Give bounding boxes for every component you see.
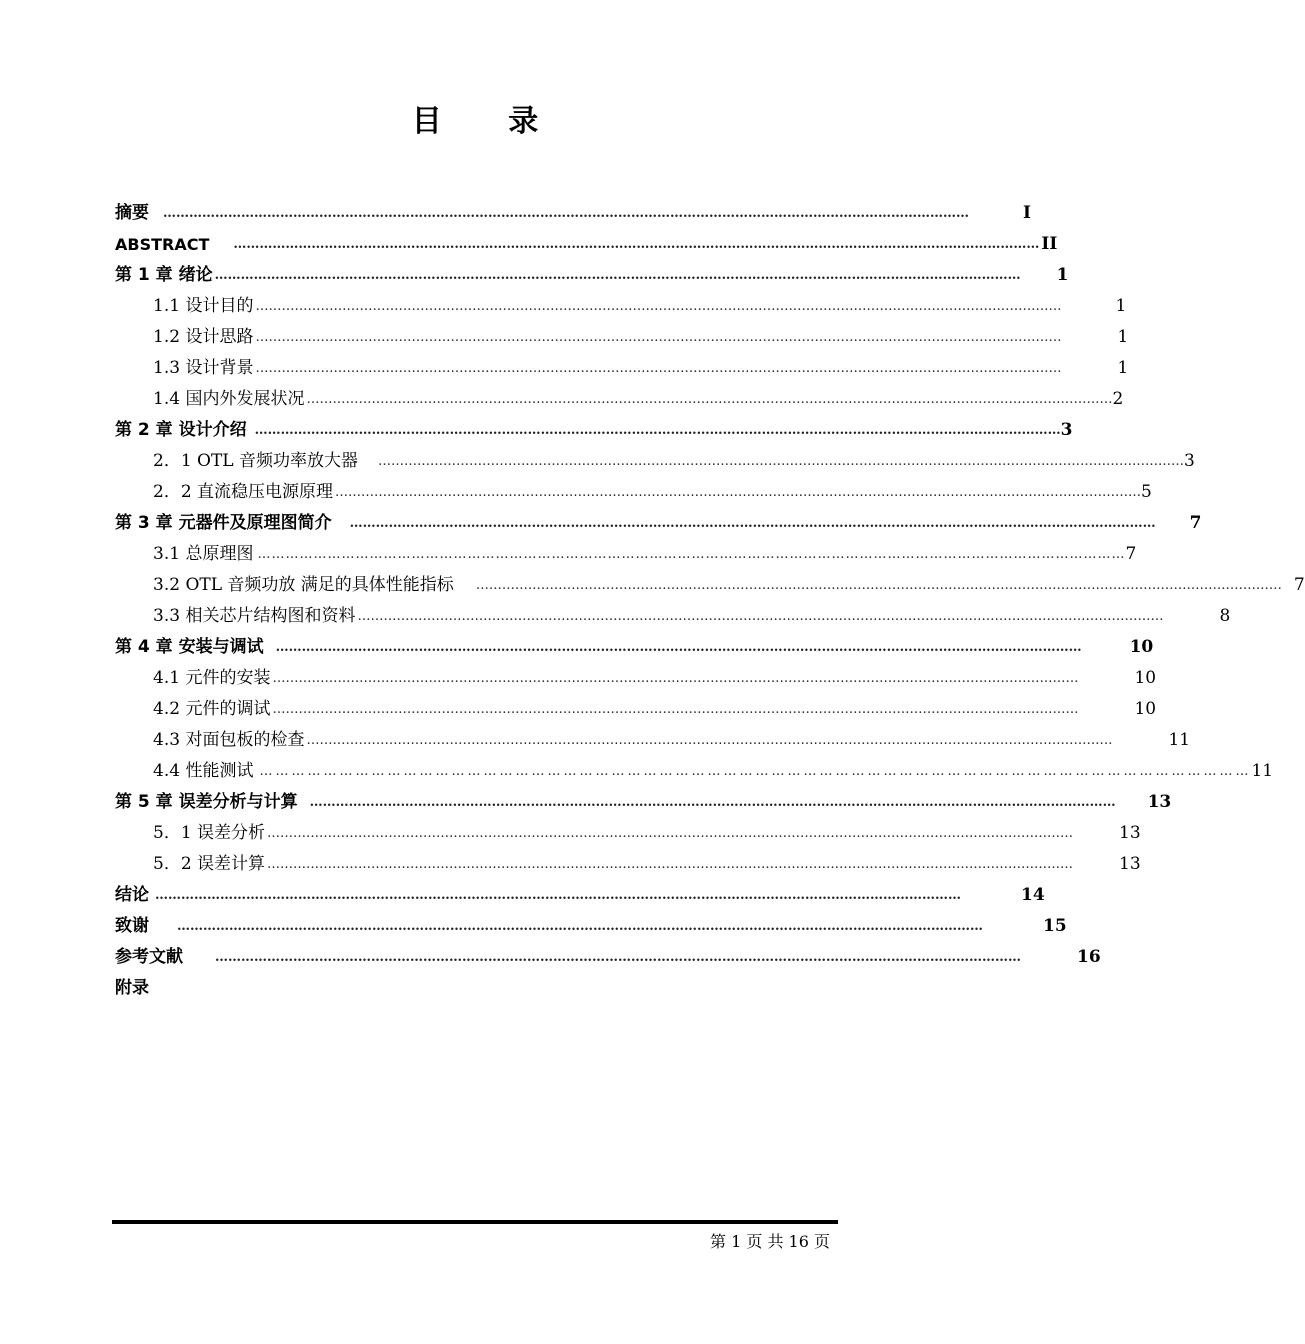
- toc-entry-1-4[interactable]: [153, 384, 1124, 415]
- dot-leader: ……………………………………………………………………………………………………………………………………………………………………: [275, 640, 1082, 655]
- toc-entry-label: ABSTRACT: [115, 235, 210, 254]
- toc-entry-page: 10: [1129, 637, 1154, 657]
- toc-entry-5-1[interactable]: [153, 818, 1141, 849]
- footer-rule: [112, 1220, 838, 1224]
- toc-entry-chapter-5[interactable]: [115, 787, 1172, 818]
- toc-entry-acknowledgement[interactable]: [115, 911, 1067, 942]
- dot-leader: ……………………………………………………………………………………………………………………………………………………………………: [155, 888, 961, 903]
- toc-entry-page: 5: [1141, 482, 1152, 502]
- toc-entry-page: 8: [1219, 606, 1231, 626]
- toc-entry-label: 第 4 章 安装与调试: [115, 637, 264, 657]
- toc-entry-label: 4.2 元件的调试: [153, 699, 271, 719]
- toc-entry-4-3[interactable]: [153, 725, 1191, 756]
- toc-entry-page: 7: [1125, 544, 1137, 564]
- toc-entry-page: 3: [1184, 451, 1195, 471]
- toc-entry-label: 1.2 设计思路: [153, 327, 254, 347]
- toc-entry-conclusion[interactable]: [115, 880, 1045, 911]
- dot-leader: ……………………………………………………………………………………………………………………………………………………………………: [267, 826, 1074, 841]
- dot-leader: ……………………………………………………………………………………………………………………………………………………………………: [378, 454, 1185, 469]
- dot-leader: ……………………………………………………………………………………………………………………………………………………………………: [475, 578, 1282, 593]
- dot-leader: ……………………………………………………………………………………………………………………………………………………………………: [267, 857, 1074, 872]
- dot-leader: ……………………………………………………………………………………………………………………………………………………………………: [306, 392, 1113, 407]
- toc-entry-label: 2．1 OTL 音频功率放大器: [153, 451, 359, 471]
- dot-leader: ……………………………………………………………………………………………………………………………………………………………………: [255, 299, 1062, 314]
- dot-leader: ……………………………………………………………………………………………………………………………………………………………………: [309, 795, 1116, 810]
- toc-entry-page: 11: [1251, 761, 1274, 781]
- toc-entry-page: 1: [1056, 265, 1069, 285]
- toc-entry-appendix[interactable]: [115, 973, 315, 1004]
- toc-entry-label: 4.3 对面包板的检查: [153, 730, 305, 750]
- toc-entry-3-1[interactable]: [153, 539, 1137, 570]
- toc-entry-label: 致谢: [115, 916, 149, 936]
- toc-entry-label: 第 5 章 误差分析与计算: [115, 792, 298, 812]
- dot-leader: ……………………………………………………………………………………………………………………………………………………………………: [254, 423, 1061, 438]
- toc-entry-chapter-3[interactable]: [115, 508, 1202, 539]
- toc-entry-page: 15: [1043, 916, 1067, 936]
- toc-entry-page: 2: [1112, 389, 1124, 409]
- dot-leader: ……………………………………………………………………………………………………………………………………………………………………: [257, 547, 1126, 562]
- toc-entry-label: 5．1 误差分析: [153, 823, 266, 843]
- toc-entry-page: I: [1023, 203, 1031, 223]
- toc-entry-page: 16: [1077, 947, 1101, 967]
- toc-entry-label: 3.2 OTL 音频功放 满足的具体性能指标: [153, 575, 454, 595]
- dot-leader: ……………………………………………………………………………………………………………………………………………………………………: [272, 671, 1079, 686]
- toc-entry-label: 参考文献: [115, 947, 183, 967]
- toc-entry-abstract-cn[interactable]: [115, 198, 1031, 229]
- toc-entry-label: 1.4 国内外发展状况: [153, 389, 305, 409]
- toc-entry-1-1[interactable]: [153, 291, 1127, 322]
- toc-entry-page: 7: [1293, 575, 1305, 595]
- page-title: 目 录: [411, 104, 567, 139]
- toc-entry-4-2[interactable]: [153, 694, 1157, 725]
- dot-leader: ……………………………………………………………………………………………………………………………………………………………………: [233, 237, 1040, 252]
- dot-leader: ……………………………………………………………………………………………………………………………………………………………………: [177, 919, 983, 934]
- toc-entry-label: 3.3 相关芯片结构图和资料: [153, 606, 356, 626]
- toc-entry-1-3[interactable]: [153, 353, 1129, 384]
- toc-entry-3-2[interactable]: [153, 570, 1305, 601]
- toc-entry-label: 4.1 元件的安装: [153, 668, 271, 688]
- toc-entry-chapter-2[interactable]: [115, 415, 1073, 446]
- toc-entry-2-2[interactable]: [153, 477, 1152, 508]
- toc-entry-label: 1.1 设计目的: [153, 296, 254, 316]
- toc-entry-4-1[interactable]: [153, 663, 1157, 694]
- toc-entry-1-2[interactable]: [153, 322, 1129, 353]
- toc-entry-4-4[interactable]: [153, 756, 1274, 787]
- toc-entry-3-3[interactable]: [153, 601, 1231, 632]
- dot-leader: ……………………………………………………………………………………………………………………………………………………………………: [255, 330, 1062, 345]
- dot-leader: ……………………………………………………………………………………………………………………………………………………………………: [335, 485, 1142, 500]
- toc-entry-page: II: [1041, 234, 1058, 254]
- toc-entry-abstract-en[interactable]: [115, 229, 1058, 260]
- toc-entry-label: 附录: [115, 978, 149, 998]
- page-footer: 第 1 页 共 16 页: [710, 1232, 830, 1251]
- toc-entry-2-1[interactable]: [153, 446, 1195, 477]
- toc-entry-page: 3: [1060, 420, 1073, 440]
- toc-entry-5-2[interactable]: [153, 849, 1141, 880]
- dot-leader: ……………………………………………………………………………………………………………………………………………………………………: [255, 361, 1062, 376]
- dot-leader: ……………………………………………………………………………………………………………………………………………………………………: [272, 702, 1079, 717]
- toc-entry-page: 10: [1134, 668, 1157, 688]
- toc-entry-label: 第 2 章 设计介绍: [115, 420, 247, 440]
- dot-leader: ……………………………………………………………………………………………………………………………………………………………………: [163, 206, 969, 221]
- toc-entry-references[interactable]: [115, 942, 1101, 973]
- toc-entry-label: 3.1 总原理图: [153, 544, 254, 564]
- dot-leader: ……………………………………………………………………………………………………………………………………………………………………: [349, 516, 1156, 531]
- toc-entry-label: 第 1 章 绪论: [115, 265, 213, 285]
- toc-entry-page: 1: [1115, 296, 1127, 316]
- toc-entry-chapter-4[interactable]: [115, 632, 1154, 663]
- toc-entry-page: 1: [1117, 358, 1129, 378]
- toc-entry-label: 结论: [115, 885, 149, 905]
- toc-entry-page: 13: [1119, 823, 1141, 843]
- toc-entry-label: 4.4 性能测试: [153, 761, 254, 781]
- dot-leader: ……………………………………………………………………………………………………………………………………………………………………: [214, 268, 1021, 283]
- toc-entry-page: 11: [1168, 730, 1191, 750]
- toc-entry-label: 5．2 误差计算: [153, 854, 266, 874]
- dot-leader: ……………………………………………………………………………………………………………………………………………………………………: [306, 733, 1113, 748]
- dot-leader: ……………………………………………………………………………………………………………………………………………………………………: [259, 764, 1252, 779]
- toc-entry-page: 1: [1117, 327, 1129, 347]
- toc-entry-label: 2．2 直流稳压电源原理: [153, 482, 334, 502]
- dot-leader: ……………………………………………………………………………………………………………………………………………………………………: [357, 609, 1164, 624]
- toc-entry-label: 1.3 设计背景: [153, 358, 254, 378]
- toc-entry-page: 7: [1189, 513, 1202, 533]
- toc-entry-page: 14: [1021, 885, 1045, 905]
- toc-entry-page: 10: [1134, 699, 1157, 719]
- toc-entry-label: 摘要: [115, 203, 149, 223]
- toc-entry-page: 13: [1147, 792, 1172, 812]
- toc-entry-chapter-1[interactable]: [115, 260, 1069, 291]
- toc-entry-page: 13: [1119, 854, 1141, 874]
- dot-leader: ……………………………………………………………………………………………………………………………………………………………………: [215, 950, 1021, 965]
- toc-entry-label: 第 3 章 元器件及原理图简介: [115, 513, 332, 533]
